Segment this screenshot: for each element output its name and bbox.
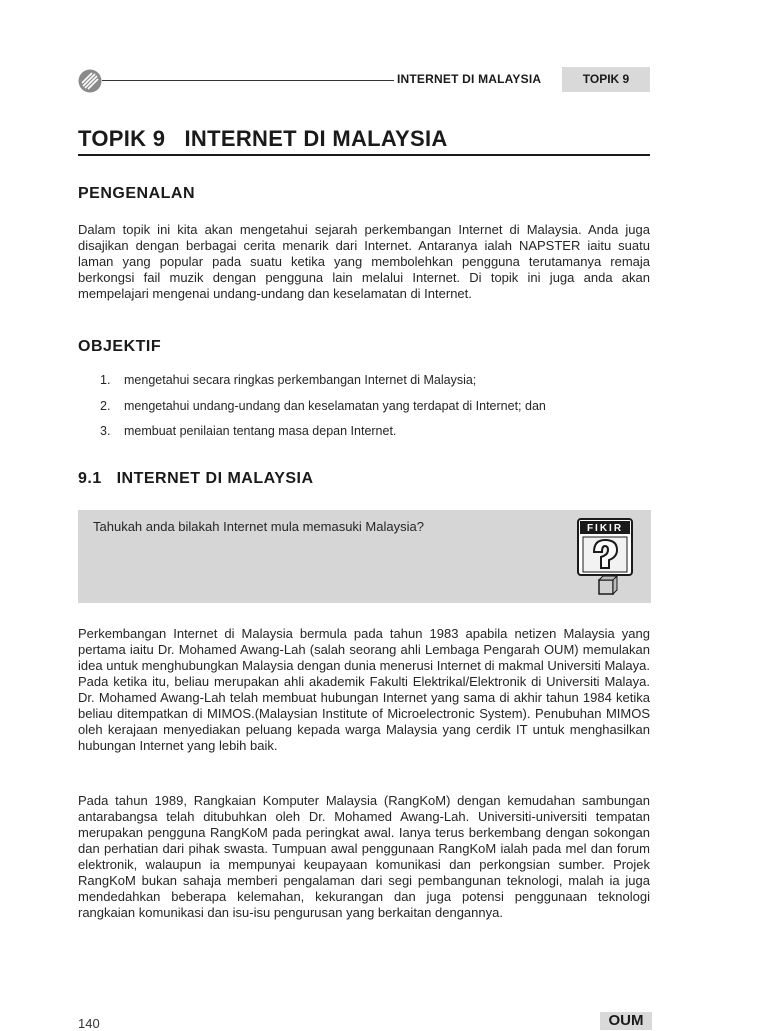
body-paragraph-2: Pada tahun 1989, Rangkaian Komputer Malaysia (RangKoM) dengan kemudahan sambungan antarabangsa telah ditubuhkan oleh Dr. Mohamed Awang-Lah. Universiti-universiti tempatan merupakan pengguna RangKoM pada peringkat awal. Ianya terus berkembang dengan sokongan dan perhatian dari pihak swasta. Tumpuan awal penggunaan RangKoM ialah pada mel dan forum elektronik, walaupun ia mempunyai keupayaan komunikasi dan perkongsian sumber. Projek RangKoM bukan sahaja memberi pengalaman dari segi pembangunan teknologi, malah ia juga mendedahkan beberapa kelemahan, kekurangan dan juga potensi penggunaan teknologi rangkaian komunikasi dan isu-isu pengurusan yang berkaitan dengannya.: [78, 793, 650, 920]
list-number: 3.: [100, 424, 111, 438]
header-rule: [102, 80, 394, 81]
heading-section-9-1: 9.1 INTERNET DI MALAYSIA: [78, 470, 314, 487]
list-number: 1.: [100, 373, 111, 387]
objectives-list: [100, 372, 640, 449]
intro-paragraph: Dalam topik ini kita akan mengetahui sejarah perkembangan Internet di Malaysia. Anda juga disajikan dengan berbagai cerita menarik dari Internet. Antaranya ialah NAPSTER iaitu suatu laman yang popular pada suatu ketika yang membolehkan pengguna terutamanya remaja berkongsi fail muzik dengan pengguna lain melalui Internet. Di topik ini juga anda akan mempelajari mengenai undang-undang dan keselamatan di Internet.: [78, 222, 650, 301]
body-paragraph-1: Perkembangan Internet di Malaysia bermula pada tahun 1983 apabila netizen Malaysia yang pertama iaitu Dr. Mohamed Awang-Lah (salah seorang ahli Lembaga Pengarah OUM) memulakan idea untuk menghubungkan Malaysia dengan dunia menerusi Internet di makmal Universiti Malaya. Pada ketika itu, beliau merupakan ahli akademik Fakulti Elektrikal/Elektronik di Universiti Malaya. Dr. Mohamed Awang-Lah telah membuat hubungan Internet yang sama di akhir tahun 1984 ketika beliau ditempatkan di MIMOS.(Malaysian Institute of Microelectronic System). Penubuhan MIMOS oleh kerajaan menyediakan peluang kepada warga Malaysia yang cerdik IT untuk menghasilkan hubungan Internet yang lebih baik.: [78, 626, 650, 753]
heading-objektif: OBJEKTIF: [78, 338, 162, 355]
page-title: TOPIK 9 INTERNET DI MALAYSIA: [78, 126, 448, 151]
title-underline: [78, 154, 650, 156]
fikir-label: FIKIR: [586, 523, 624, 534]
heading-pengenalan: PENGENALAN: [78, 185, 196, 202]
think-question: Tahukah anda bilakah Internet mula memasuki Malaysia?: [93, 519, 424, 534]
fikir-question-icon: [577, 518, 633, 598]
list-number: 2.: [100, 398, 111, 413]
oum-logo-icon: [78, 69, 102, 93]
list-item: [100, 423, 640, 449]
list-item: [100, 372, 640, 398]
publisher-logo: OUM: [600, 1012, 652, 1030]
list-item: [100, 398, 640, 424]
running-title: INTERNET DI MALAYSIA: [397, 72, 542, 86]
list-text: mengetahui secara ringkas perkembangan Internet di Malaysia;: [124, 373, 477, 387]
list-text: membuat penilaian tentang masa depan Internet.: [124, 424, 397, 438]
think-box: [78, 510, 651, 603]
page-number: 140: [78, 1016, 100, 1031]
topic-tab: TOPIK 9: [562, 67, 650, 92]
list-text: mengetahui undang-undang dan keselamatan yang terdapat di Internet; dan: [124, 398, 546, 413]
